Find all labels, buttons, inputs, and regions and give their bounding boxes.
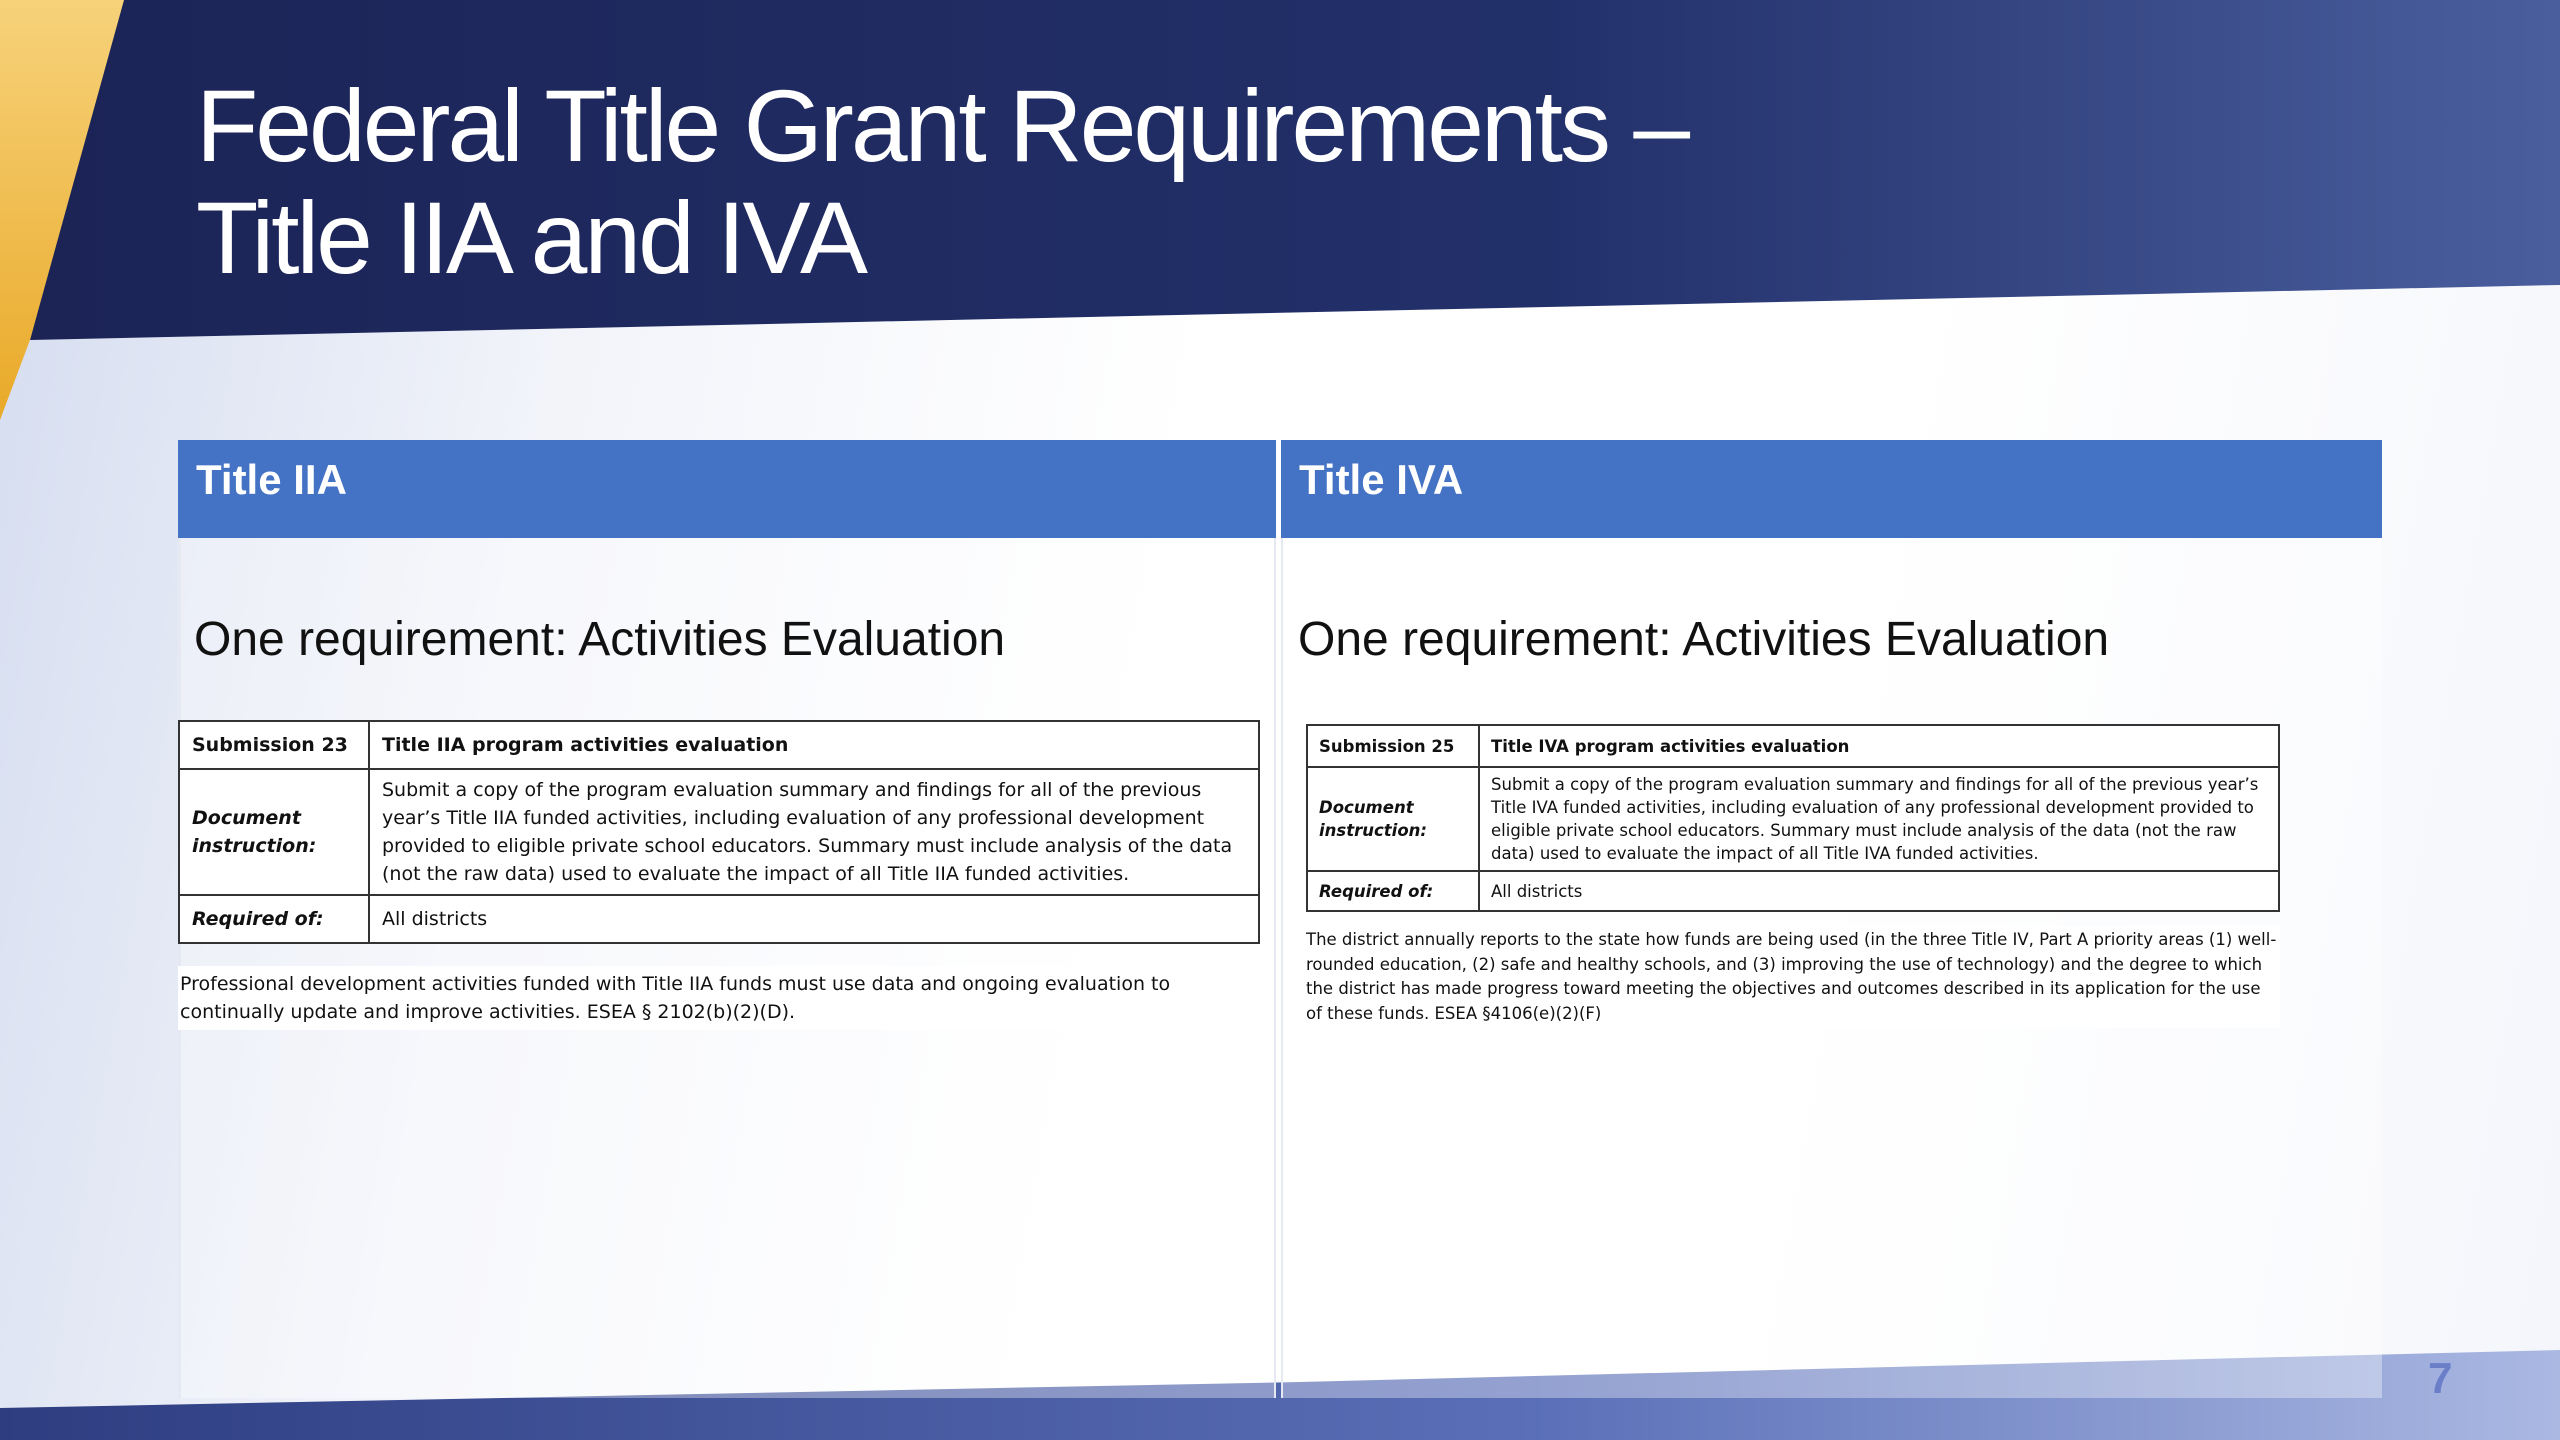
submission-number-cell: Submission 23	[179, 721, 369, 769]
table-row	[1307, 767, 2279, 871]
submission-number-cell: Submission 25	[1307, 725, 1479, 767]
document-instruction-label: Document instruction:	[179, 769, 369, 895]
requirement-heading-iva: One requirement: Activities Evaluation	[1298, 613, 2110, 666]
statute-note-iia: Professional development activities funded with Title IIA funds must use data and ongoing evaluation to continually update and improve activities. ESEA § 2102(b)(2)(D).	[178, 966, 1260, 1030]
requirement-heading-iia: One requirement: Activities Evaluation	[194, 613, 1006, 666]
table-row	[1307, 725, 2279, 767]
page-number: 7	[2428, 1354, 2453, 1403]
submission-table-iia	[178, 720, 1260, 944]
required-of-label: Required of:	[1307, 871, 1479, 911]
table-row	[179, 721, 1259, 769]
slide-title-line-1: Federal Title Grant Requirements –	[196, 69, 1688, 183]
document-instruction-label: Document instruction:	[1307, 767, 1479, 871]
slide-title	[196, 70, 2096, 294]
column-header-title-iia: Title IIA	[178, 440, 1276, 538]
document-instruction-text: Submit a copy of the program evaluation summary and findings for all of the previous year’s Title IVA funded activities, including evaluation of any professional development provided to eligible private school educators. Summary must include analysis of the data (not the raw data) used to evaluate the impact of all Title IVA funded activities.	[1479, 767, 2279, 871]
table-row	[179, 769, 1259, 895]
required-of-label: Required of:	[179, 895, 369, 943]
document-instruction-text: Submit a copy of the program evaluation summary and findings for all of the previous year’s Title IIA funded activities, including evaluation of any professional development provided to eligible private school educators. Summary must include analysis of the data (not the raw data) used to evaluate the impact of all Title IIA funded activities.	[369, 769, 1259, 895]
statute-note-iva: The district annually reports to the state how funds are being used (in the three Title IV, Part A priority areas (1) well-rounded education, (2) safe and healthy schools, and (3) improving the use of technology) and the degree to which the district has made progress toward meeting the objectives and outcomes described in its application for the use of these funds. ESEA §4106(e)(2)(F)	[1306, 926, 2280, 1028]
required-of-value: All districts	[369, 895, 1259, 943]
column-header-title-iva: Title IVA	[1281, 440, 2382, 538]
submission-table-iva	[1306, 724, 2280, 912]
required-of-value: All districts	[1479, 871, 2279, 911]
submission-title-cell: Title IIA program activities evaluation	[369, 721, 1259, 769]
slide-title-line-2: Title IIA and IVA	[196, 181, 866, 295]
table-row	[1307, 871, 2279, 911]
submission-title-cell: Title IVA program activities evaluation	[1479, 725, 2279, 767]
table-row	[179, 895, 1259, 943]
